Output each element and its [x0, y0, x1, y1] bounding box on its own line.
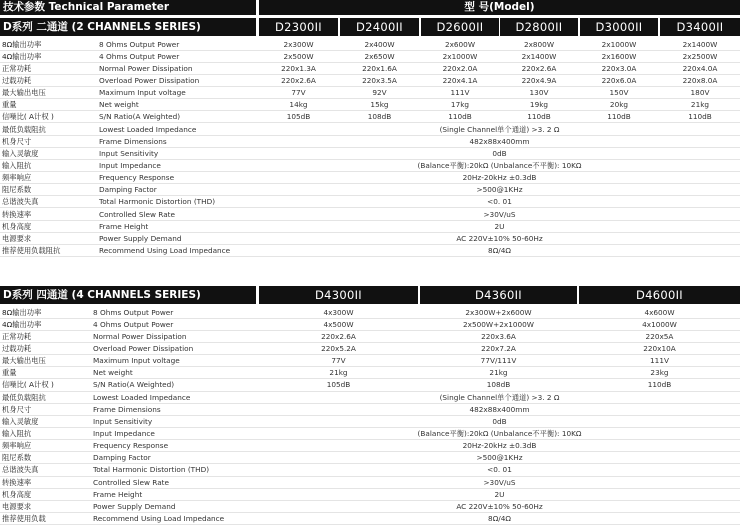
- param-label-en: Maximum Input voltage: [99, 88, 186, 98]
- param-label-cn: 频率响应: [2, 441, 32, 451]
- param-label-cn: 重量: [2, 368, 17, 378]
- value-cell: 220x2.6A: [281, 75, 316, 85]
- param-label-cn: 输入阻抗: [2, 161, 32, 170]
- param-label-cn: 8Ω输出功率: [2, 307, 42, 317]
- model-header-d4300ii: D4300II: [259, 286, 418, 304]
- spanning-value-cell: <0. 01: [487, 465, 512, 475]
- four-channel-section-label: D系列 四通道 (4 CHANNELS SERIES): [0, 286, 256, 304]
- value-cell: 21kg: [690, 100, 710, 110]
- model-header-d3000ii: D3000II: [580, 18, 658, 36]
- spanning-value-cell: 20Hz-20kHz ±0.3dB: [462, 441, 537, 451]
- value-cell: 180V: [690, 88, 710, 98]
- value-cell: 220x10A: [643, 343, 676, 353]
- param-label-cn: 转换速率: [2, 209, 32, 219]
- table-row: [0, 209, 740, 221]
- param-label-en: Frame Height: [99, 221, 149, 231]
- table-row: [0, 51, 740, 63]
- param-label-cn: 总谐波失真: [2, 197, 39, 207]
- value-cell: 105dB: [326, 380, 351, 390]
- table-row: [0, 172, 740, 184]
- table-row: [0, 343, 740, 355]
- param-label-cn: 机身尺寸: [2, 404, 32, 414]
- value-cell: 110dB: [647, 380, 672, 390]
- param-label-en: Recommend Using Load Impedance: [93, 514, 225, 524]
- param-label-cn: 正常功耗: [2, 63, 32, 73]
- value-cell: 77V: [331, 356, 346, 366]
- table-row: [0, 428, 740, 440]
- param-label-en: S/N Ratio(A Weighted): [93, 380, 175, 390]
- param-label-cn: 电源要求: [2, 501, 32, 511]
- param-label-en: Total Harmonic Distortion (THD): [93, 465, 210, 475]
- table-row: [0, 124, 740, 136]
- value-cell: 23kg: [650, 368, 669, 378]
- param-label-cn: 信噪比( A计权 ): [2, 112, 54, 122]
- value-cell: 4x500W: [323, 319, 354, 329]
- spanning-value-cell: AC 220V±10% 50-60Hz: [456, 501, 543, 511]
- value-cell: 2x1600W: [601, 51, 637, 61]
- value-cell: 77V: [291, 88, 306, 98]
- table-row: [0, 355, 740, 367]
- spanning-value-cell: 2U: [494, 221, 505, 231]
- param-label-en: Input Sensitivity: [93, 416, 153, 426]
- param-label-cn: 信噪比( A计权 ): [2, 380, 54, 390]
- value-cell: 2x1000W: [442, 51, 478, 61]
- table-row: [0, 245, 740, 257]
- param-label-cn: 4Ω输出功率: [2, 319, 42, 329]
- param-label-cn: 重量: [2, 100, 17, 110]
- model-title: 型 号(Model): [259, 0, 740, 15]
- value-cell: 2x500W+2x1000W: [463, 319, 534, 329]
- param-label-en: 4 Ohms Output Power: [99, 51, 180, 61]
- table-row: [0, 331, 740, 343]
- technical-parameter-title: 技术参数 Technical Parameter: [0, 0, 256, 15]
- value-cell: 220x2.0A: [442, 63, 478, 73]
- four-channel-model-row: [0, 286, 740, 304]
- value-cell: 2x400W: [364, 39, 395, 49]
- value-cell: 17kg: [450, 100, 470, 110]
- page-header: [0, 0, 740, 15]
- table-row: [0, 184, 740, 196]
- model-header-d3400ii: D3400II: [660, 18, 740, 36]
- param-label-en: Input Sensitivity: [99, 148, 159, 158]
- spanning-value-cell: >30V/uS: [483, 209, 516, 219]
- param-label-en: Overload Power Dissipation: [93, 343, 194, 353]
- param-label-en: Net weight: [93, 368, 133, 378]
- value-cell: 2x2500W: [682, 51, 718, 61]
- value-cell: 20kg: [609, 100, 629, 110]
- value-cell: 110dB: [688, 112, 712, 122]
- table-row: [0, 136, 740, 148]
- model-header-d2600ii: D2600II: [421, 18, 499, 36]
- param-label-en: Input Impedance: [99, 161, 161, 170]
- table-row: [0, 464, 740, 476]
- table-row: [0, 75, 740, 87]
- value-cell: 2x500W: [283, 51, 314, 61]
- value-cell: 21kg: [489, 368, 508, 378]
- table-row: [0, 319, 740, 331]
- param-label-en: Total Harmonic Distortion (THD): [99, 197, 216, 207]
- spanning-value-cell: 0dB: [492, 416, 507, 426]
- param-label-en: Frequency Response: [99, 173, 175, 183]
- value-cell: 220x3.0A: [601, 63, 637, 73]
- value-cell: 110dB: [527, 112, 551, 122]
- value-cell: 220x2.6A: [321, 331, 356, 341]
- param-label-cn: 转换速率: [2, 477, 32, 487]
- param-label-en: Frequency Response: [93, 441, 169, 451]
- value-cell: 110dB: [448, 112, 472, 122]
- model-header-d2800ii: D2800II: [500, 18, 578, 36]
- value-cell: 111V: [650, 356, 669, 366]
- model-header-d4360ii: D4360II: [420, 286, 577, 304]
- param-label-cn: 过载功耗: [2, 343, 32, 353]
- table-row: [0, 452, 740, 464]
- param-label-cn: 机身高度: [2, 489, 32, 499]
- spanning-value-cell: (Single Channel单个通道) >3. 2 Ω: [439, 124, 560, 134]
- param-label-en: Overload Power Dissipation: [99, 75, 200, 85]
- spanning-value-cell: 2U: [494, 489, 505, 499]
- spanning-value-cell: <0. 01: [487, 197, 512, 207]
- param-label-cn: 总谐波失真: [2, 465, 39, 475]
- param-label-en: Net weight: [99, 100, 139, 110]
- value-cell: 220x2.6A: [521, 63, 557, 73]
- param-label-cn: 电源要求: [2, 233, 32, 243]
- spanning-value-cell: 0dB: [492, 148, 507, 158]
- param-label-en: Lowest Loaded Impedance: [93, 392, 191, 402]
- param-label-cn: 输入阻抗: [2, 429, 32, 438]
- value-cell: 4x600W: [644, 307, 675, 317]
- param-label-en: Controlled Slew Rate: [99, 209, 176, 219]
- table-row: [0, 392, 740, 404]
- table-row: [0, 111, 740, 123]
- param-label-cn: 机身高度: [2, 221, 32, 231]
- param-label-cn: 最低负载阻抗: [2, 124, 46, 134]
- spanning-value-cell: 8Ω/4Ω: [488, 246, 511, 256]
- value-cell: 111V: [450, 88, 470, 98]
- value-cell: 220x8.0A: [682, 75, 718, 85]
- param-label-en: 4 Ohms Output Power: [93, 319, 174, 329]
- spanning-value-cell: 482x88x400mm: [469, 404, 530, 414]
- param-label-en: Input Impedance: [93, 429, 155, 438]
- param-label-en: 8 Ohms Output Power: [99, 39, 180, 49]
- two-channel-model-row: [0, 18, 740, 36]
- value-cell: 220x5A: [645, 331, 674, 341]
- spanning-value-cell: 20Hz-20kHz ±0.3dB: [462, 173, 537, 183]
- value-cell: 220x4.0A: [682, 63, 718, 73]
- table-row: [0, 63, 740, 75]
- table-row: [0, 196, 740, 208]
- spanning-value-cell: AC 220V±10% 50-60Hz: [456, 233, 543, 243]
- table-row: [0, 489, 740, 501]
- param-label-en: Power Supply Demand: [93, 501, 176, 511]
- param-label-cn: 最低负载阻抗: [2, 392, 46, 402]
- spanning-value-cell: (Single Channel单个通道) >3. 2 Ω: [439, 392, 560, 402]
- value-cell: 2x1400W: [521, 51, 557, 61]
- param-label-cn: 最大输出电压: [2, 88, 46, 98]
- param-label-en: Damping Factor: [93, 453, 151, 463]
- spanning-value-cell: 8Ω/4Ω: [488, 514, 511, 524]
- value-cell: 2x1000W: [601, 39, 637, 49]
- table-row: [0, 440, 740, 452]
- param-label-en: Frame Dimensions: [93, 404, 161, 414]
- param-label-cn: 输入灵敏度: [2, 148, 39, 158]
- param-label-en: Recommend Using Load Impedance: [99, 246, 231, 256]
- value-cell: 2x300W+2x600W: [465, 307, 532, 317]
- table-row: [0, 233, 740, 245]
- value-cell: 220x1.6A: [362, 63, 397, 73]
- param-label-cn: 过载功耗: [2, 75, 32, 85]
- value-cell: 130V: [529, 88, 549, 98]
- value-cell: 2x650W: [364, 51, 395, 61]
- value-cell: 4x300W: [323, 307, 354, 317]
- value-cell: 21kg: [329, 368, 348, 378]
- table-row: [0, 501, 740, 513]
- model-header-d2300ii: D2300II: [259, 18, 338, 36]
- model-header-d2400ii: D2400II: [340, 18, 419, 36]
- param-label-en: Damping Factor: [99, 185, 157, 195]
- table-row: [0, 39, 740, 51]
- table-row: [0, 87, 740, 99]
- table-row: [0, 221, 740, 233]
- param-label-cn: 输入灵敏度: [2, 416, 39, 426]
- spanning-value-cell: 482x88x400mm: [469, 136, 530, 146]
- value-cell: 4x1000W: [642, 319, 677, 329]
- value-cell: 105dB: [286, 112, 311, 122]
- spanning-value-cell: (Balance平衡):20kΩ (Unbalance不平衡): 10KΩ: [417, 429, 582, 438]
- value-cell: 108dB: [367, 112, 392, 122]
- param-label-cn: 机身尺寸: [2, 136, 32, 146]
- param-label-en: Frame Height: [93, 489, 143, 499]
- value-cell: 220x6.0A: [601, 75, 637, 85]
- value-cell: 2x300W: [283, 39, 314, 49]
- spanning-value-cell: >500@1KHz: [476, 453, 523, 463]
- value-cell: 19kg: [529, 100, 549, 110]
- param-label-cn: 推荐使用负载: [2, 514, 46, 524]
- value-cell: 2x800W: [523, 39, 555, 49]
- param-label-cn: 4Ω输出功率: [2, 51, 42, 61]
- value-cell: 220x4.1A: [442, 75, 478, 85]
- param-label-en: Maximum Input voltage: [93, 356, 180, 366]
- value-cell: 2x600W: [444, 39, 476, 49]
- param-label-en: Lowest Loaded Impedance: [99, 124, 197, 134]
- spanning-value-cell: >30V/uS: [483, 477, 516, 487]
- param-label-en: Power Supply Demand: [99, 233, 182, 243]
- param-label-cn: 最大输出电压: [2, 356, 46, 366]
- param-label-en: 8 Ohms Output Power: [93, 307, 174, 317]
- value-cell: 110dB: [607, 112, 631, 122]
- value-cell: 15kg: [370, 100, 389, 110]
- param-label-cn: 阻尼系数: [2, 185, 32, 195]
- param-label-en: Normal Power Dissipation: [93, 331, 187, 341]
- param-label-en: Frame Dimensions: [99, 136, 167, 146]
- value-cell: 92V: [372, 88, 387, 98]
- value-cell: 150V: [609, 88, 629, 98]
- param-label-cn: 推荐使用负载阻抗: [2, 246, 61, 256]
- value-cell: 220x4.9A: [521, 75, 557, 85]
- two-channel-section-label: D系列 二通道 (2 CHANNELS SERIES): [0, 18, 256, 36]
- table-row: [0, 379, 740, 391]
- value-cell: 77V/111V: [480, 356, 517, 366]
- model-header-d4600ii: D4600II: [579, 286, 740, 304]
- param-label-en: Controlled Slew Rate: [93, 477, 170, 487]
- value-cell: 220x3.6A: [481, 331, 516, 341]
- table-row: [0, 160, 740, 172]
- table-row: [0, 307, 740, 319]
- param-label-en: S/N Ratio(A Weighted): [99, 112, 181, 122]
- param-label-cn: 频率响应: [2, 173, 32, 183]
- table-row: [0, 148, 740, 160]
- value-cell: 220x3.5A: [362, 75, 397, 85]
- spanning-value-cell: (Balance平衡):20kΩ (Unbalance不平衡): 10KΩ: [417, 161, 582, 170]
- table-row: [0, 416, 740, 428]
- value-cell: 220x5.2A: [321, 343, 356, 353]
- table-row: [0, 404, 740, 416]
- table-row: [0, 99, 740, 111]
- value-cell: 14kg: [289, 100, 308, 110]
- param-label-cn: 正常功耗: [2, 331, 32, 341]
- value-cell: 220x7.2A: [481, 343, 516, 353]
- table-row: [0, 477, 740, 489]
- param-label-cn: 8Ω输出功率: [2, 39, 42, 49]
- spanning-value-cell: >500@1KHz: [476, 185, 523, 195]
- param-label-cn: 阻尼系数: [2, 453, 32, 463]
- value-cell: 108dB: [486, 380, 511, 390]
- value-cell: 2x1400W: [682, 39, 718, 49]
- value-cell: 220x1.3A: [281, 63, 316, 73]
- table-row: [0, 367, 740, 379]
- param-label-en: Normal Power Dissipation: [99, 63, 193, 73]
- table-row: [0, 513, 740, 525]
